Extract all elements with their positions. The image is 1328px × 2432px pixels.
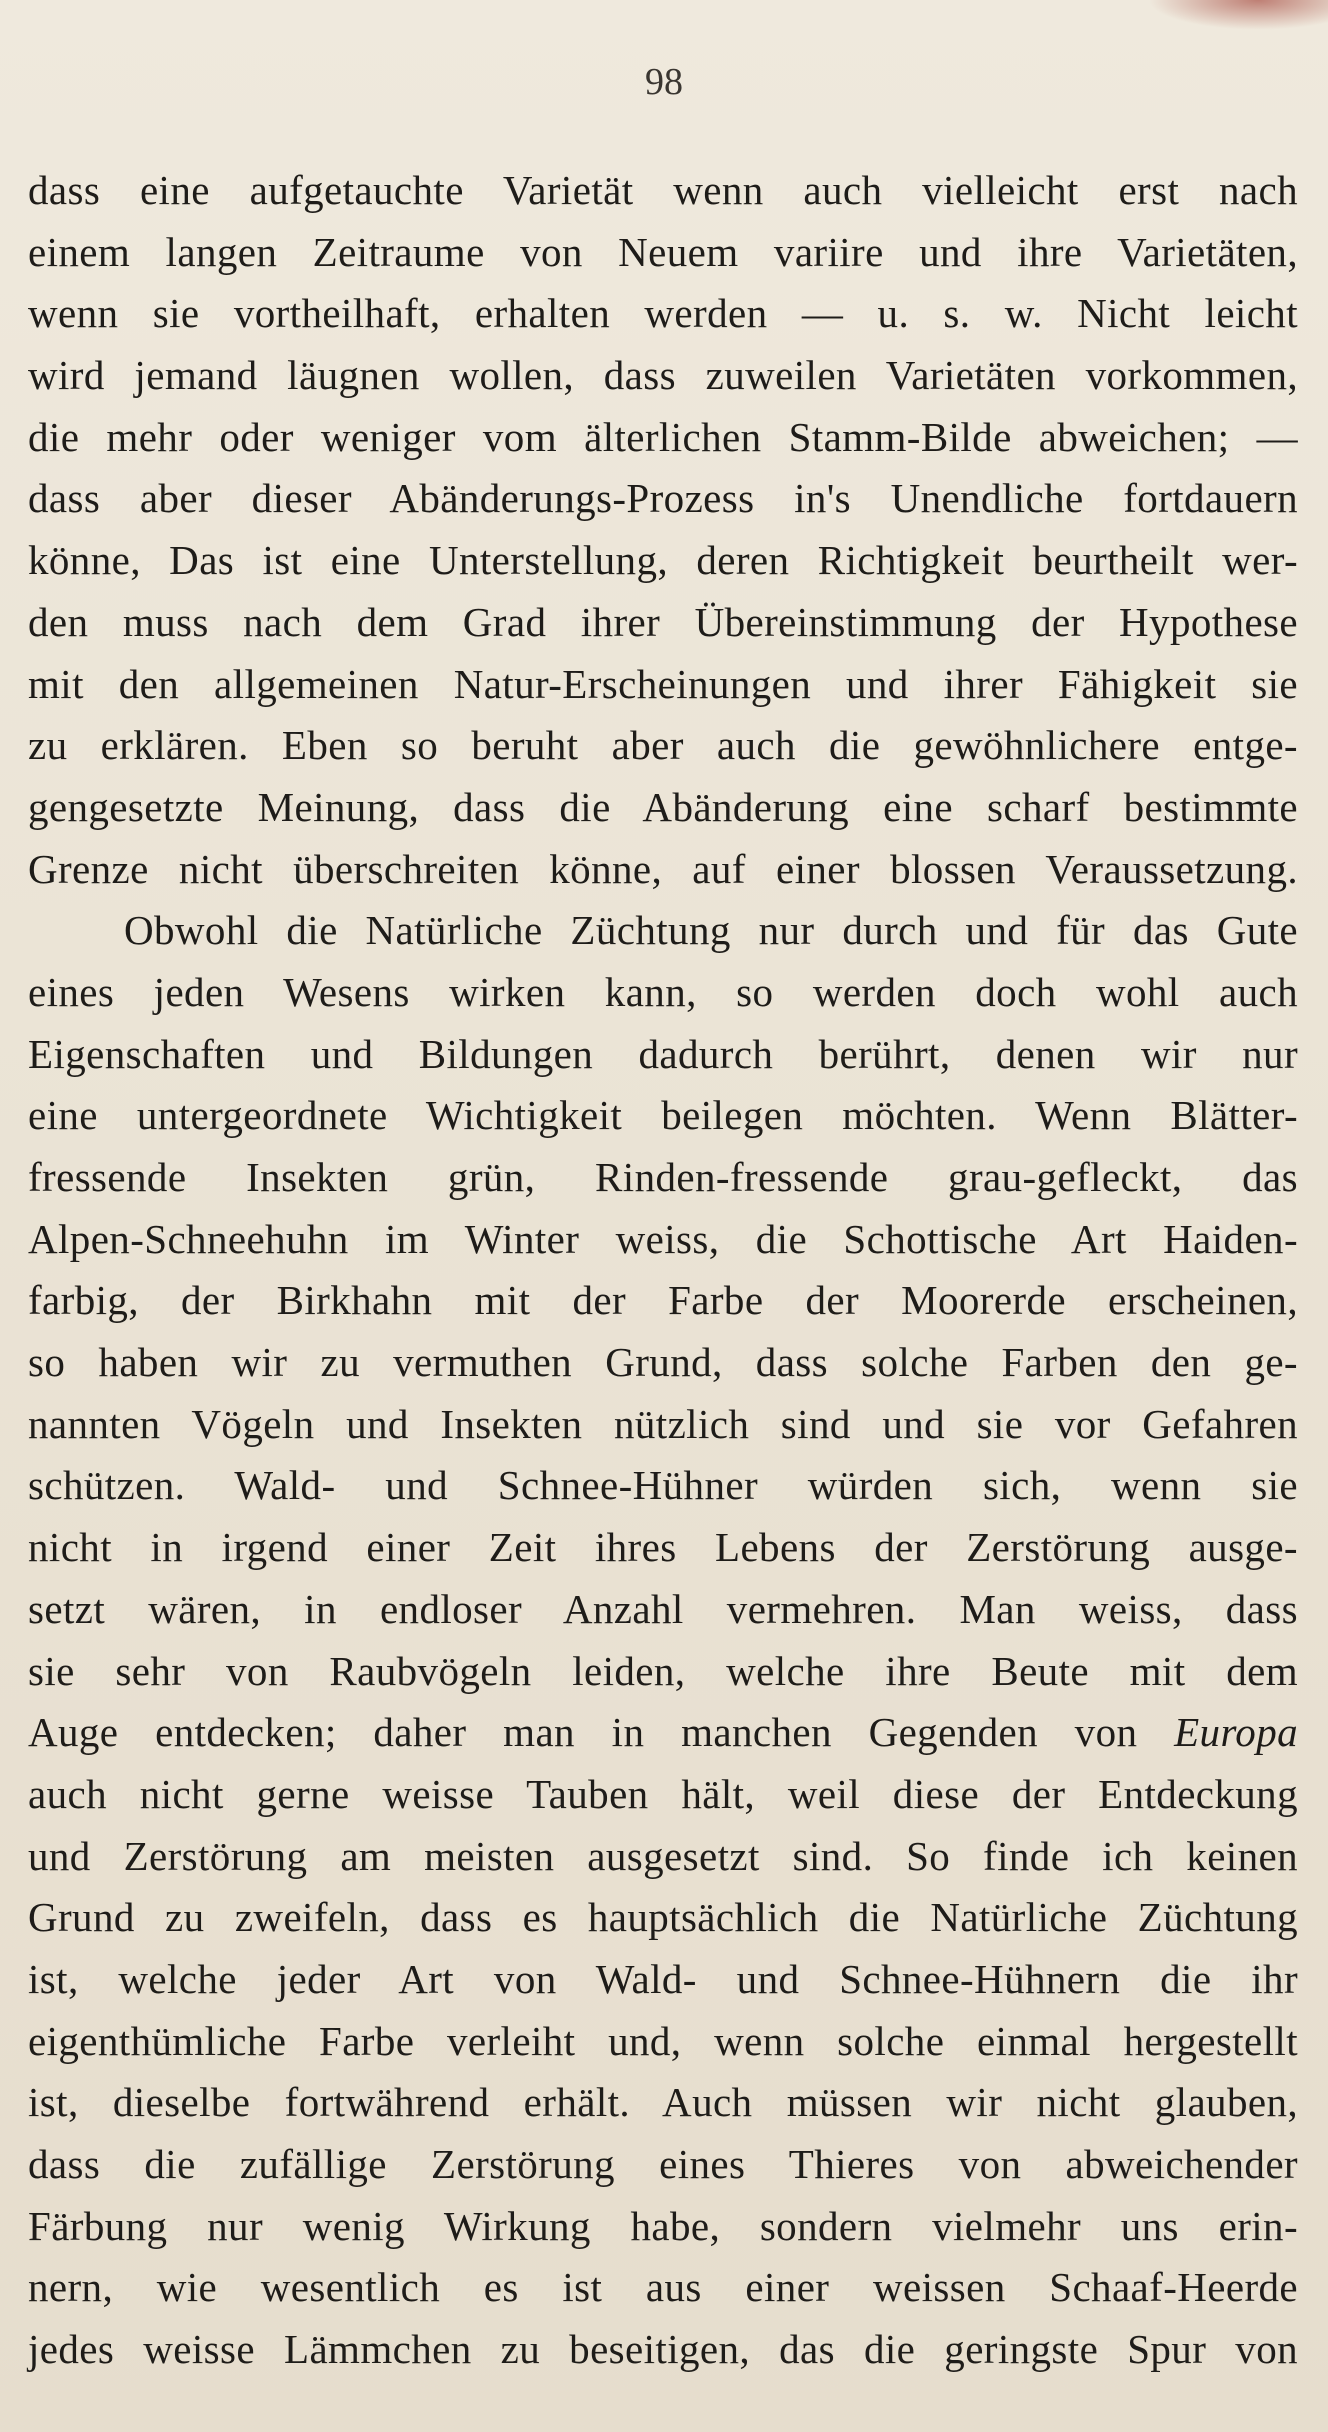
text-line: zu erklären. Eben so beruht aber auch die gewöhnlichere entge- <box>28 722 1298 769</box>
text-line: Grenze nicht überschreiten könne, auf einer blossen Veraussetzung. <box>28 845 1298 892</box>
text-line: dass aber dieser Abänderungs-Prozess in's Unendliche fortdauern <box>28 475 1298 522</box>
text-line: Eigenschaften und Bildungen dadurch berührt, denen wir nur <box>28 1030 1298 1077</box>
text-line: ist, welche jeder Art von Wald- und Schnee-Hühnern die ihr <box>28 1955 1298 2002</box>
text-line: sie sehr von Raubvögeln leiden, welche ihre Beute mit dem <box>28 1647 1298 1694</box>
text-line: nicht in irgend einer Zeit ihres Lebens der Zerstörung ausge- <box>28 1524 1298 1571</box>
text-line: dass die zufällige Zerstörung eines Thieres von abweichender <box>28 2141 1298 2187</box>
text-line: jedes weisse Lämmchen zu beseitigen, das die geringste Spur von <box>28 2326 1298 2373</box>
text-line: so haben wir zu vermuthen Grund, dass solche Farben den ge- <box>28 1339 1298 1386</box>
text-line: mit den allgemeinen Natur-Erscheinungen und ihrer Fähigkeit sie <box>28 660 1298 707</box>
text-line: schützen. Wald- und Schnee-Hühner würden sich, wenn sie <box>28 1462 1298 1509</box>
paragraph-start-line: Obwohl die Natürliche Züchtung nur durch und für das Gute <box>124 907 1298 954</box>
text-line: die mehr oder weniger vom älterlichen Stamm-Bilde abweichen; — <box>28 413 1298 460</box>
text-line: und Zerstörung am meisten ausgesetzt sind. So finde ich keinen <box>28 1832 1298 1879</box>
text-line: Färbung nur wenig Wirkung habe, sondern vielmehr uns erin- <box>28 2202 1298 2249</box>
text-line: wird jemand läugnen wollen, dass zuweilen Varietäten vorkommen, <box>28 352 1298 399</box>
text-line: eine untergeordnete Wichtigkeit beilegen möchten. Wenn Blätter- <box>28 1092 1298 1139</box>
text-line: könne, Das ist eine Unterstellung, deren Richtigkeit beurtheilt wer- <box>28 537 1298 584</box>
text-line: eigenthümliche Farbe verleiht und, wenn solche einmal hergestellt <box>28 2017 1298 2064</box>
page-number: 98 <box>645 61 683 103</box>
body-text <box>28 160 1298 2381</box>
text-line: auch nicht gerne weisse Tauben hält, weil diese der Entdeckung <box>28 1770 1298 1817</box>
text-line: den muss nach dem Grad ihrer Übereinstimmung der Hypothese <box>28 598 1298 645</box>
text-line-with-italic <box>28 1702 1298 1764</box>
text-line: ist, dieselbe fortwährend erhält. Auch müssen wir nicht glauben, <box>28 2079 1298 2126</box>
text-line: farbig, der Birkhahn mit der Farbe der Moorerde erscheinen, <box>28 1277 1298 1324</box>
text-line: nern, wie wesentlich es ist aus einer weissen Schaaf-Heerde <box>28 2264 1298 2311</box>
text-line: setzt wären, in endloser Anzahl vermehren. Man weiss, dass <box>28 1585 1298 1632</box>
italic-place-name: Europa <box>1174 1709 1298 1756</box>
text-line: eines jeden Wesens wirken kann, so werden doch wohl auch <box>28 968 1298 1015</box>
text-line: einem langen Zeitraume von Neuem variire und ihre Varietäten, <box>28 228 1298 275</box>
text-line: nannten Vögeln und Insekten nützlich sind und sie vor Gefahren <box>28 1400 1298 1447</box>
text-line: gengesetzte Meinung, dass die Abänderung eine scharf bestimmte <box>28 783 1298 830</box>
text-line: wenn sie vortheilhaft, erhalten werden — u. s. w. Nicht leicht <box>28 290 1298 337</box>
text-line: Grund zu zweifeln, dass es hauptsächlich die Natürliche Züchtung <box>28 1894 1298 1941</box>
text-line-part: Auge entdecken; daher man in manchen Gegenden von <box>28 1709 1175 1756</box>
text-line: Alpen-Schneehuhn im Winter weiss, die Schottische Art Haiden- <box>28 1215 1298 1262</box>
text-line: fressende Insekten grün, Rinden-fressende grau-gefleckt, das <box>28 1154 1298 1200</box>
page-corner-shadow <box>1148 0 1328 30</box>
text-line: dass eine aufgetauchte Varietät wenn auch vielleicht erst nach <box>28 167 1298 213</box>
